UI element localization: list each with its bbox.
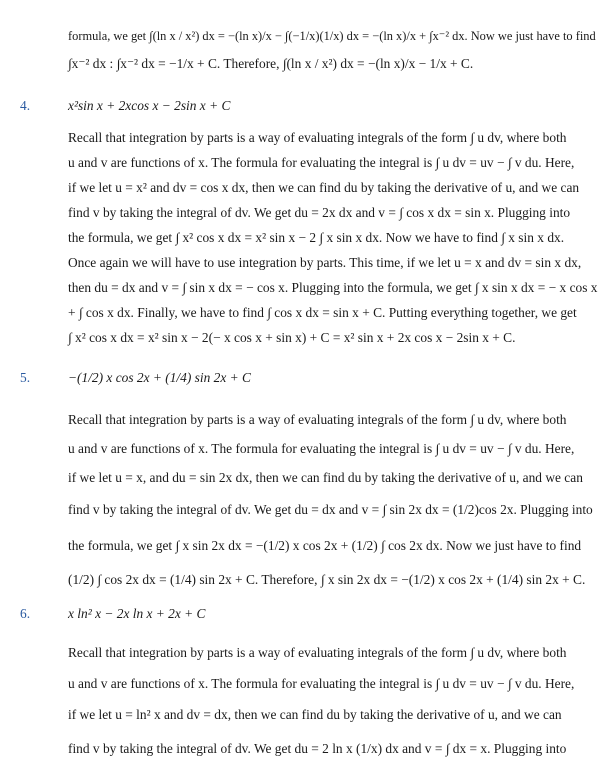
explanation-line: find v by taking the integral of dv. We get du = dx and v = ∫ sin 2x dx = (1/2)cos 2x. Plugging into bbox=[68, 502, 593, 517]
explanation-line: (1/2) ∫ cos 2x dx = (1/4) sin 2x + C. Therefore, ∫ x sin 2x dx = −(1/2) x cos 2x + (1/4) sin 2x + C. bbox=[68, 572, 586, 587]
explanation-line: find v by taking the integral of dv. We get du = 2 ln x (1/x) dx and v = ∫ dx = x. Plugging into bbox=[68, 741, 567, 756]
explanation-line: Recall that integration by parts is a way of evaluating integrals of the form ∫ u dv, where both bbox=[68, 645, 567, 660]
explanation-line: u and v are functions of x. The formula for evaluating the integral is ∫ u dv = uv − ∫ v du. Here, bbox=[68, 441, 575, 456]
explanation-line: if we let u = x² and dv = cos x dx, then we can find du by taking the derivative of u, and we can bbox=[68, 180, 580, 195]
problem-answer: x ln² x − 2x ln x + 2x + C bbox=[68, 606, 206, 621]
explanation-line: if we let u = ln² x and dv = dx, then we can find du by taking the derivative of u, and we can bbox=[68, 707, 562, 722]
problem-number: 4. bbox=[20, 98, 31, 113]
explanation-line: Recall that integration by parts is a way of evaluating integrals of the form ∫ u dv, where both bbox=[68, 412, 567, 427]
explanation-line: the formula, we get ∫ x sin 2x dx = −(1/2) x cos 2x + (1/2) ∫ cos 2x dx. Now we just have to find bbox=[68, 538, 582, 553]
problem-number: 5. bbox=[20, 370, 31, 385]
explanation-line: u and v are functions of x. The formula for evaluating the integral is ∫ u dv = uv − ∫ v du. Here, bbox=[68, 676, 575, 691]
problem-answer: x²sin x + 2xcos x − 2sin x + C bbox=[68, 98, 231, 113]
explanation-line: Once again we will have to use integration by parts. This time, if we let u = x and dv = sin x dx, bbox=[68, 255, 582, 270]
explanation-line: Recall that integration by parts is a way of evaluating integrals of the form ∫ u dv, where both bbox=[68, 130, 567, 145]
problem-answer: −(1/2) x cos 2x + (1/4) sin 2x + C bbox=[68, 370, 251, 385]
explanation-line: find v by taking the integral of dv. We get du = 2x dx and v = ∫ cos x dx = sin x. Plugging into bbox=[68, 205, 571, 220]
intro-line-1: formula, we get ∫(ln x / x²) dx = −(ln x)/x − ∫(−1/x)(1/x) dx = −(ln x)/x + ∫x⁻² dx. Now we just have to find bbox=[68, 29, 596, 43]
explanation-line: the formula, we get ∫ x² cos x dx = x² sin x − 2 ∫ x sin x dx. Now we have to find ∫ x sin x dx. bbox=[68, 230, 565, 245]
explanation-line: then du = dx and v = ∫ sin x dx = − cos x. Plugging into the formula, we get ∫ x sin x dx = − x cos x bbox=[68, 280, 598, 295]
intro-line-2: ∫x⁻² dx : ∫x⁻² dx = −1/x + C. Therefore, ∫(ln x / x²) dx = −(ln x)/x − 1/x + C. bbox=[68, 56, 474, 71]
explanation-line: ∫ x² cos x dx = x² sin x − 2(− x cos x + sin x) + C = x² sin x + 2x cos x − 2sin x + C. bbox=[68, 330, 516, 345]
explanation-line: + ∫ cos x dx. Finally, we have to find ∫ cos x dx = sin x + C. Putting everything together, we get bbox=[68, 305, 577, 320]
explanation-line: u and v are functions of x. The formula for evaluating the integral is ∫ u dv = uv − ∫ v du. Here, bbox=[68, 155, 575, 170]
explanation-line: if we let u = x, and du = sin 2x dx, then we can find du by taking the derivative of u, and we can bbox=[68, 470, 583, 485]
problem-number: 6. bbox=[20, 606, 31, 621]
